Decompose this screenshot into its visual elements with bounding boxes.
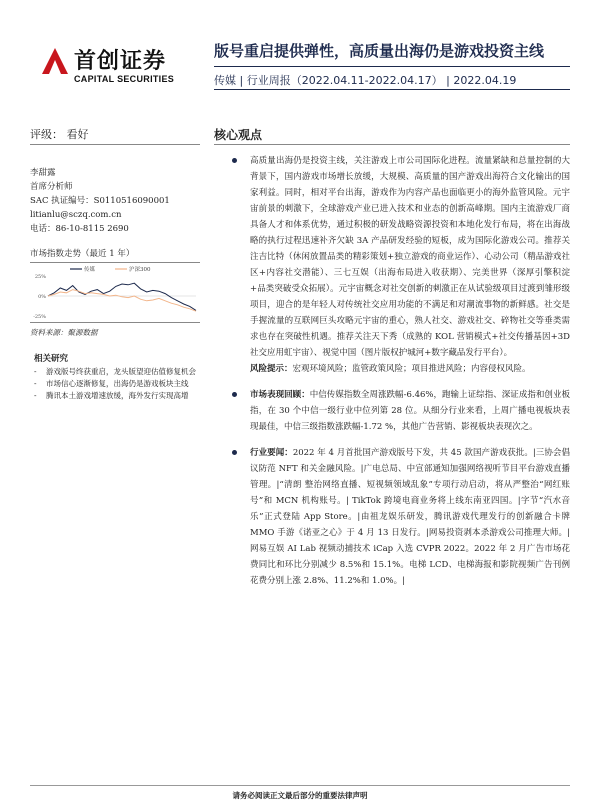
report-subtitle: 传媒 | 行业周报（2022.04.11-2022.04.17） | 2022.04.19 (214, 74, 517, 87)
footer-divider (30, 785, 570, 786)
y-tick-label: 0% (38, 294, 46, 300)
related-research-text: 腾讯本土游戏增速放缓，海外发行实现高增 (46, 391, 189, 400)
chart-title: 市场指数走势（最近 1 年） (30, 249, 135, 259)
analyst-role: 首席分析师 (30, 182, 73, 192)
header-divider (214, 89, 570, 90)
market-index-chart (30, 264, 200, 320)
rating: 评级： 看好 (30, 128, 89, 141)
core-heading: 核心观点 (214, 128, 263, 142)
logo-mark-icon (40, 46, 70, 76)
series-line-csi300 (48, 290, 196, 312)
core-views (230, 153, 570, 589)
risk-text: 宏观环境风险；监管政策风险；项目推进风险；内容侵权风险。 (292, 364, 531, 374)
legend-label: 沪深300 (129, 267, 151, 273)
chart-divider-bottom (30, 322, 200, 323)
core-paragraph-1 (230, 153, 570, 377)
related-research-text: 游戏版号终获重启，龙头版望迎估值修复机会 (46, 367, 196, 376)
analyst-info (30, 166, 200, 236)
bullet-icon (232, 158, 237, 163)
related-research-text: 市场信心逐渐修复，出海仍是游戏板块主线 (46, 379, 189, 388)
related-research-list (34, 366, 204, 402)
related-research-title: 相关研究 (34, 354, 69, 364)
analyst-email[interactable]: litianlu@sczq.com.cn (30, 210, 122, 220)
chart-source: 资料来源：聚源数据 (30, 328, 98, 337)
market-review-text: 中信传媒指数全周涨跌幅-6.46%，跑输上证综指、深证成指和创业板指，在 30 个中信一级行业中位列第 28 位。从细分行业来看，上周广播电视板块表现最佳，中信三级指数涨跌幅-1.72 %，其他广告营销、影视板块表现次之。 (250, 390, 570, 432)
right-divider (214, 144, 570, 145)
analyst-name: 李甜露 (30, 168, 56, 178)
industry-news-label: 行业要闻： (250, 448, 293, 458)
logo-name-cn: 首创证券 (74, 49, 167, 74)
logo-name-en: CAPITAL SECURITIES (74, 74, 175, 84)
analyst-phone: 电话：86-10-8115 2690 (30, 224, 129, 234)
industry-news-text: 2022 年 4 月首批国产游戏版号下发，共 45 款国产游戏获批。|三协会倡议防范 NFT 和关金融风险。|广电总局、中宣部通知加强网络视听节目平台游戏直播管理。|“清朗 整治网络直播、短视频领域乱象”专项行动启动，将从严整治“网红账号”和 MCN 机构账号。| TikTok 跨境电商业务将上线东南亚四国。|字节“汽水音乐”正式登陆 App Store。|由祖龙娱乐研发，腾讯游戏代理发行的创新融合卡牌 MMO 手游《诺亚之心》于 4 月 13 日发行。|网易投资剥本杀游戏公司推理大师。|网易互娱 AI Lab 视频动捕技术 iCap 入选 CVPR 2022。2022 年 2 月广告市场花费同比和环比分别减少 8.5%和 15.1%。电梯 LCD、电梯海报和影院视频广告刊例花费分别上涨 2.8%、11.2%和 1.0%。| (250, 448, 570, 586)
market-review-label: 市场表现回顾： (250, 390, 310, 400)
y-tick-label: 25% (34, 274, 46, 280)
dash-icon: - (34, 379, 37, 388)
bullet-icon (232, 450, 237, 455)
chart-divider-top (30, 262, 200, 263)
analyst-sac: SAC 执证编号：S0110516090001 (30, 196, 170, 206)
core-paragraph-1-text: 高质量出海仍是投资主线，关注游戏上市公司国际化进程。流量紧缺和总量控制的大背景下，国内游戏市场增长放缓，大规模、高质量的国产游戏出海符合文化输出的国家利益。同时，相对平台出海，游戏作为内容产品也面临更小的海外监管风险。元宇宙前景的刺激下，全球游戏产业已进入技术和业态的创新高峰期。国内主流游戏厂商具备人才和体系优势，通过积极的研发战略资源投资和本地化发行布局，将在出海战略的执行过程迅速补齐欠缺 3A 产品研发经验的短板，成为国际化游戏公司。推荐关注吉比特（休闲放置品类的精彩策划+独立游戏的商业运作）、心动公司（精品游戏社区+内容社交潜能）、三七互娱（出海布局进入收获期）、完美世界（深厚引擎积淀+品类突破受众拓展）。元宇宙概念对社交创新的刺激正在从试验级项目过渡到雏形级项目，迎合的是年轻人对传统社交应用功能的不满足和对潮流事物的新鲜感。社交是手握流量的互联网巨头攻略元宇宙的重心，熟人社交、游戏社交、碎物社交等垂类需求也存在突破性机遇。推荐关注天下秀（成熟的 KOL 营销模式+社交传播基因+3D 社交应用虹宇宙）、视觉中国（图片版权护城河+数字藏品发行平台）。 (250, 156, 570, 358)
related-research-item[interactable] (34, 366, 204, 378)
y-tick-label: -25% (33, 314, 46, 320)
company-logo (40, 44, 210, 90)
bullet-icon (232, 392, 237, 397)
core-paragraph-2 (230, 387, 570, 435)
risk-label: 风险提示： (250, 364, 293, 374)
legend-label: 传媒 (84, 267, 96, 273)
dash-icon: - (34, 391, 37, 400)
report-title: 版号重启提供弹性，高质量出海仍是游戏投资主线 (214, 42, 545, 60)
title-divider (214, 66, 570, 67)
core-paragraph-3 (230, 445, 570, 589)
related-research-item[interactable] (34, 390, 204, 402)
related-research-item[interactable] (34, 378, 204, 390)
dash-icon: - (34, 367, 37, 376)
left-divider (30, 144, 200, 145)
footer-disclaimer: 请务必阅读正文最后部分的重要法律声明 (232, 791, 368, 800)
